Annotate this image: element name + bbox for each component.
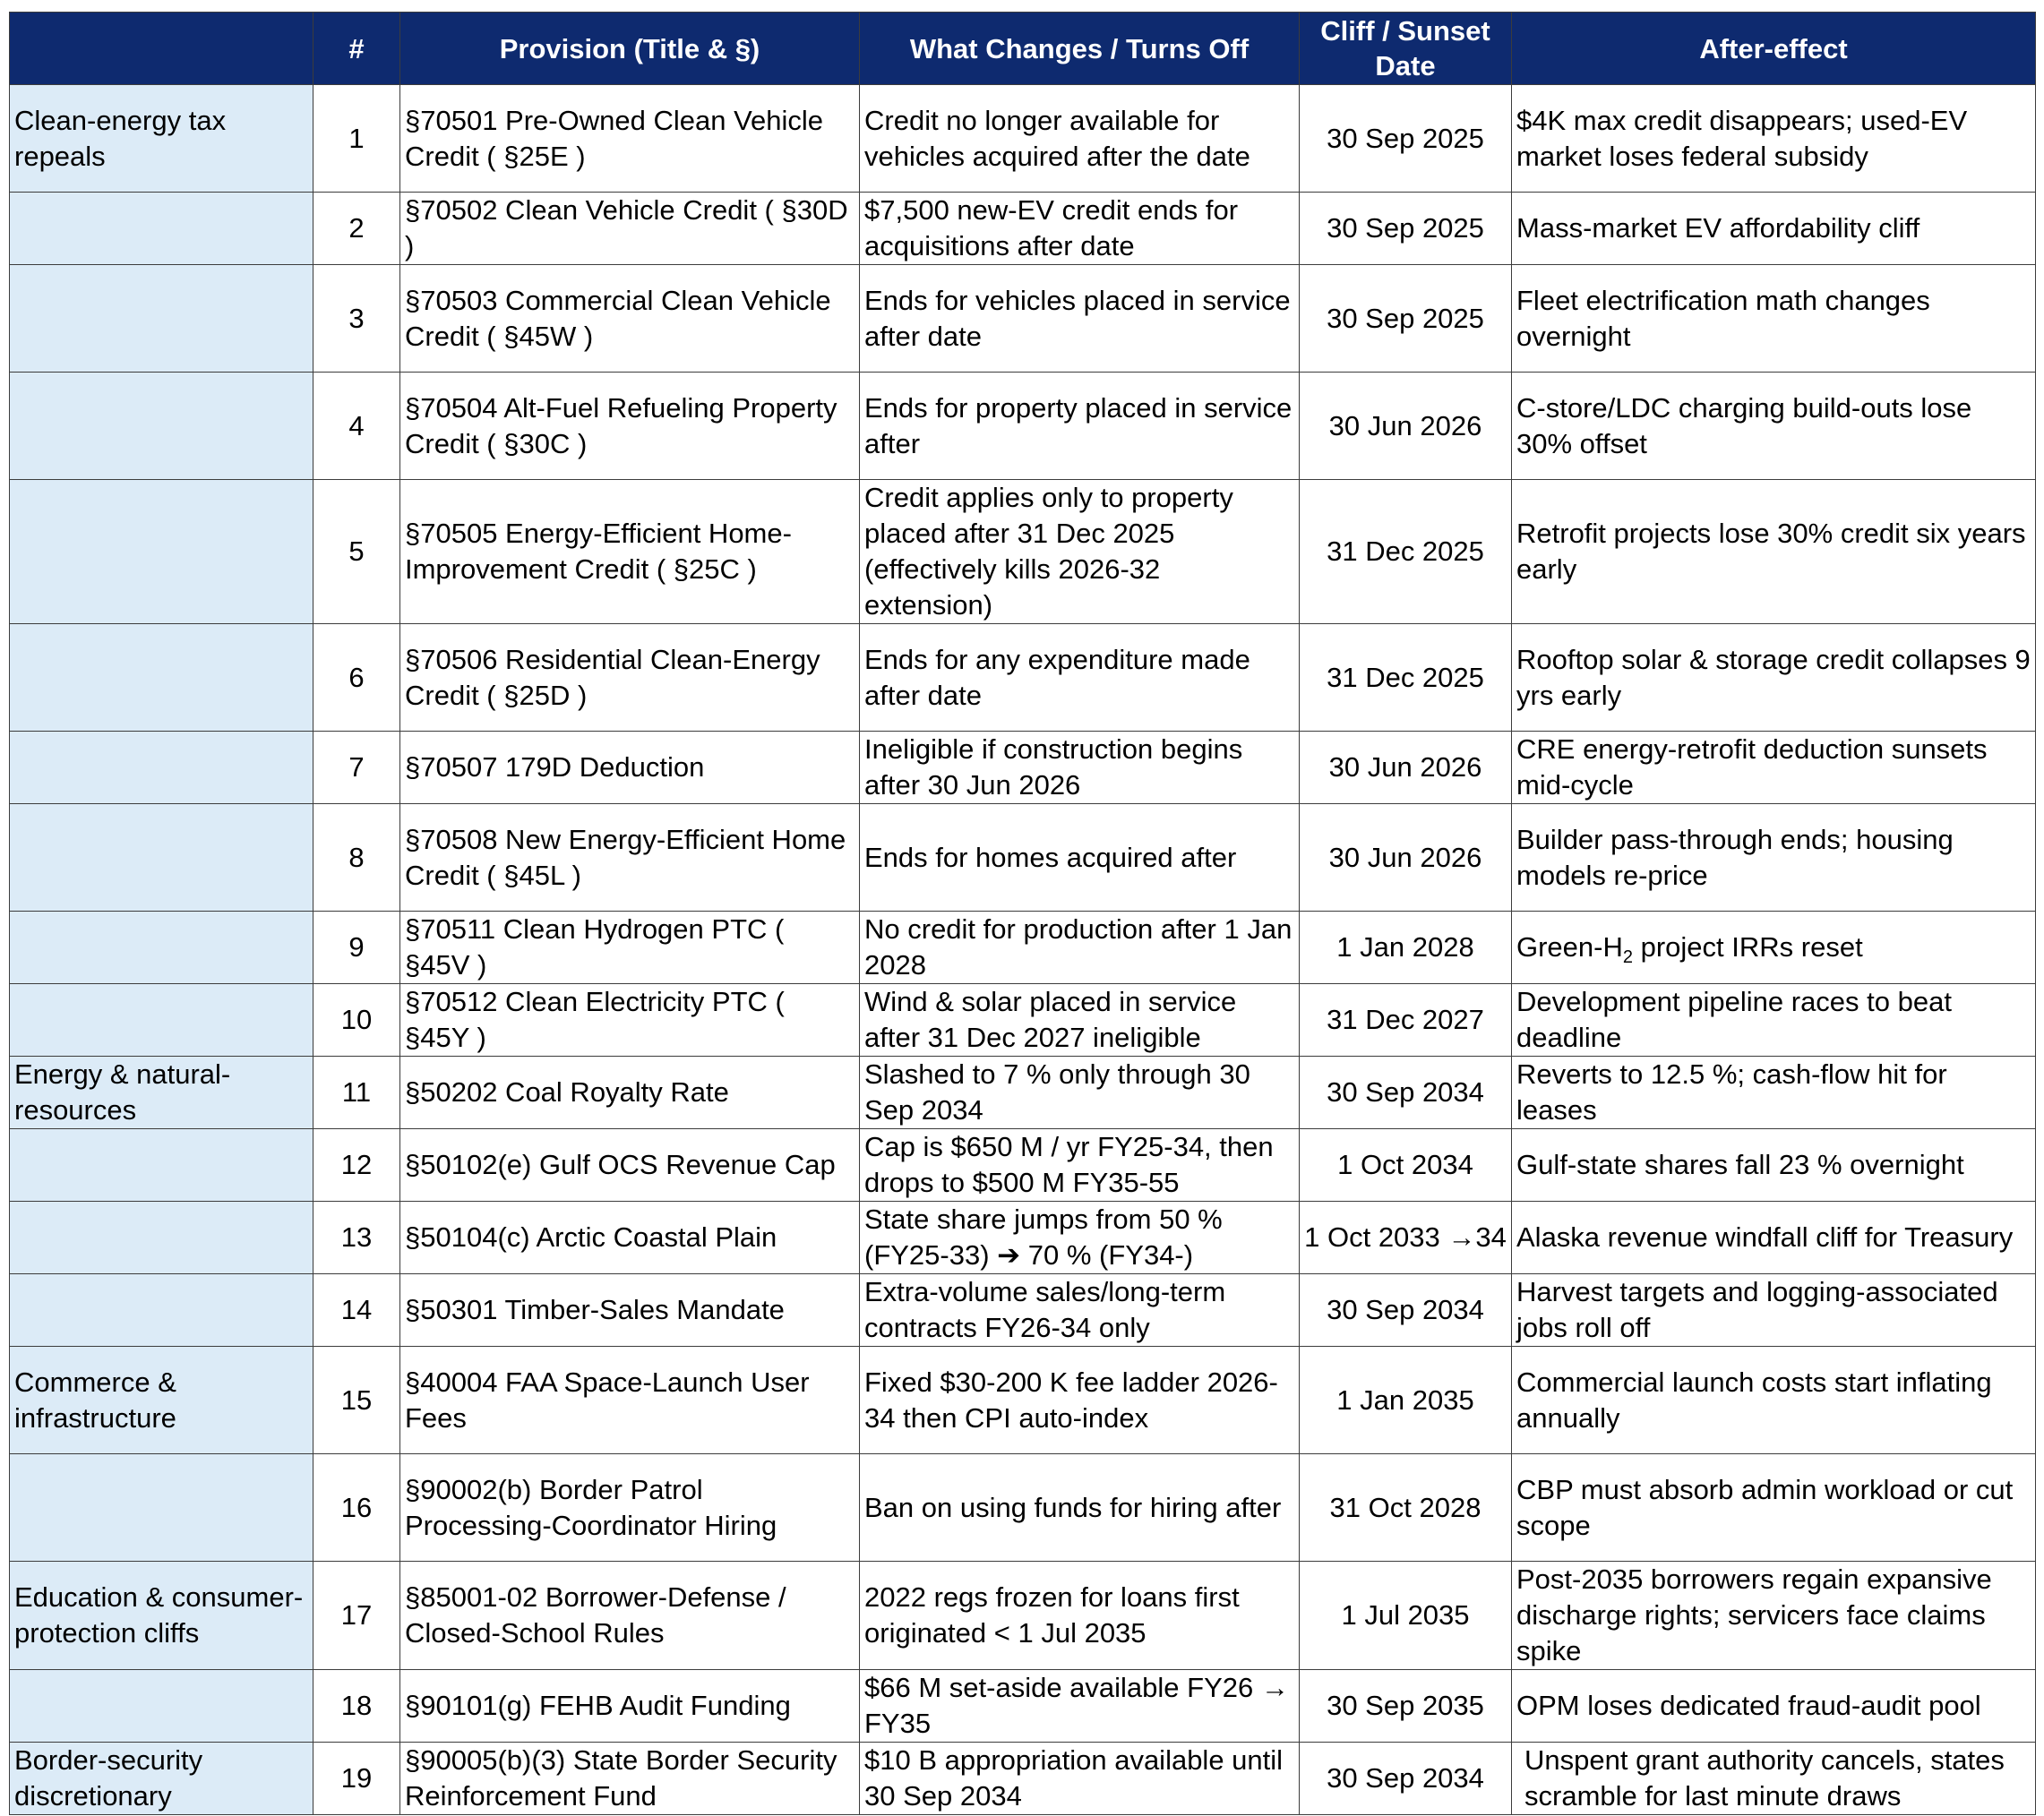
category-cell [10,1129,313,1202]
provision-cell: §50301 Timber-Sales Mandate [400,1274,860,1347]
date-cell: 30 Sep 2034 [1300,1057,1512,1129]
after-effect-cell: CBP must absorb admin workload or cut scope [1512,1454,2036,1562]
change-cell: State share jumps from 50 % (FY25-33) ➔ 70 % (FY34-) [860,1202,1300,1274]
row-number: 19 [313,1743,400,1815]
after-effect-text: Green-H [1516,931,1623,963]
category-cell [10,804,313,912]
change-cell: Cap is $650 M / yr FY25-34, then drops to $500 M FY35-55 [860,1129,1300,1202]
row-number: 6 [313,624,400,732]
table-row [10,1274,2036,1347]
row-number: 13 [313,1202,400,1274]
change-cell: Ends for property placed in service after [860,373,1300,480]
row-number: 8 [313,804,400,912]
provision-cell: §70501 Pre-Owned Clean Vehicle Credit ( §25E ) [400,85,860,193]
header-what-changes: What Changes / Turns Off [860,13,1300,85]
provision-cell: §40004 FAA Space-Launch User Fees [400,1347,860,1454]
subscript-text: 2 [1622,947,1633,968]
date-cell: 1 Oct 2033 →34 [1300,1202,1512,1274]
table-row [10,1743,2036,1815]
row-number: 18 [313,1670,400,1743]
category-cell: Education & consumer-protection cliffs [10,1562,313,1670]
category-cell [10,480,313,624]
change-cell: Wind & solar placed in service after 31 Dec 2027 ineligible [860,984,1300,1057]
table-row [10,984,2036,1057]
date-cell: 31 Dec 2025 [1300,624,1512,732]
change-cell: Credit no longer available for vehicles acquired after the date [860,85,1300,193]
provision-cell: §70511 Clean Hydrogen PTC ( §45V ) [400,912,860,984]
provision-cell: §50102(e) Gulf OCS Revenue Cap [400,1129,860,1202]
category-cell [10,373,313,480]
after-effect-cell: Development pipeline races to beat deadline [1512,984,2036,1057]
table-row [10,732,2036,804]
date-cell: 31 Oct 2028 [1300,1454,1512,1562]
date-cell: 30 Sep 2025 [1300,85,1512,193]
after-effect-cell: Unspent grant authority cancels, states scramble for last minute draws [1512,1743,2036,1815]
provision-cell: §85001-02 Borrower-Defense / Closed-School Rules [400,1562,860,1670]
date-cell: 30 Sep 2025 [1300,193,1512,265]
category-cell [10,1274,313,1347]
row-number: 17 [313,1562,400,1670]
category-cell [10,1670,313,1743]
category-cell [10,1454,313,1562]
after-effect-cell: OPM loses dedicated fraud-audit pool [1512,1670,2036,1743]
row-number: 15 [313,1347,400,1454]
row-number: 11 [313,1057,400,1129]
header-number: # [313,13,400,85]
change-cell: Fixed $30-200 K fee ladder 2026-34 then CPI auto-index [860,1347,1300,1454]
category-cell: Energy & natural-resources [10,1057,313,1129]
change-cell: 2022 regs frozen for loans first originated < 1 Jul 2035 [860,1562,1300,1670]
header-provision: Provision (Title & §) [400,13,860,85]
provision-cell: §70505 Energy-Efficient Home-Improvement Credit ( §25C ) [400,480,860,624]
provision-cell: §50202 Coal Royalty Rate [400,1057,860,1129]
row-number: 4 [313,373,400,480]
after-effect-cell: Fleet electrification math changes overnight [1512,265,2036,373]
category-cell: Border-security discretionary [10,1743,313,1815]
date-cell: 1 Jul 2035 [1300,1562,1512,1670]
date-cell: 1 Oct 2034 [1300,1129,1512,1202]
table-row [10,1347,2036,1454]
date-cell: 30 Jun 2026 [1300,804,1512,912]
after-effect-cell: Gulf-state shares fall 23 % overnight [1512,1129,2036,1202]
provision-cell: §70506 Residential Clean-Energy Credit ( §25D ) [400,624,860,732]
table-row [10,193,2036,265]
category-cell [10,193,313,265]
table-row [10,1670,2036,1743]
after-effect-cell: CRE energy-retrofit deduction sunsets mid-cycle [1512,732,2036,804]
date-cell: 30 Sep 2035 [1300,1670,1512,1743]
category-cell [10,912,313,984]
change-cell: Slashed to 7 % only through 30 Sep 2034 [860,1057,1300,1129]
change-cell: Ends for vehicles placed in service after date [860,265,1300,373]
provisions-table-container [9,12,2036,1815]
table-row [10,804,2036,912]
after-effect-cell: Harvest targets and logging-associated jobs roll off [1512,1274,2036,1347]
row-number: 14 [313,1274,400,1347]
table-row [10,1562,2036,1670]
table-row [10,85,2036,193]
after-effect-text: project IRRs reset [1633,931,1863,963]
change-cell: Credit applies only to property placed after 31 Dec 2025 (effectively kills 2026-32 extension) [860,480,1300,624]
provisions-table [9,12,2036,1815]
date-cell: 30 Sep 2034 [1300,1743,1512,1815]
row-number: 5 [313,480,400,624]
provision-cell: §90002(b) Border Patrol Processing-Coordinator Hiring [400,1454,860,1562]
after-effect-cell: Reverts to 12.5 %; cash-flow hit for leases [1512,1057,2036,1129]
row-number: 7 [313,732,400,804]
provision-cell: §70504 Alt-Fuel Refueling Property Credit ( §30C ) [400,373,860,480]
change-cell: Ineligible if construction begins after 30 Jun 2026 [860,732,1300,804]
after-effect-cell: Rooftop solar & storage credit collapses 9 yrs early [1512,624,2036,732]
date-cell: 30 Sep 2034 [1300,1274,1512,1347]
after-effect-cell: Builder pass-through ends; housing models re-price [1512,804,2036,912]
header-after-effect: After-effect [1512,13,2036,85]
date-cell: 30 Sep 2025 [1300,265,1512,373]
row-number: 9 [313,912,400,984]
change-cell: $7,500 new-EV credit ends for acquisitions after date [860,193,1300,265]
after-effect-cell: $4K max credit disappears; used-EV market loses federal subsidy [1512,85,2036,193]
row-number: 1 [313,85,400,193]
table-row [10,624,2036,732]
change-cell: Ends for homes acquired after [860,804,1300,912]
row-number: 12 [313,1129,400,1202]
after-effect-cell: Alaska revenue windfall cliff for Treasury [1512,1202,2036,1274]
header-category [10,13,313,85]
provision-cell: §70503 Commercial Clean Vehicle Credit ( §45W ) [400,265,860,373]
table-row [10,373,2036,480]
change-cell: $66 M set-aside available FY26 → FY35 [860,1670,1300,1743]
category-cell [10,984,313,1057]
table-row [10,912,2036,984]
category-cell [10,624,313,732]
table-row [10,1129,2036,1202]
header-row [10,13,2036,85]
after-effect-cell: Commercial launch costs start inflating annually [1512,1347,2036,1454]
after-effect-cell [1512,912,2036,984]
date-cell: 1 Jan 2035 [1300,1347,1512,1454]
row-number: 10 [313,984,400,1057]
category-cell: Commerce & infrastructure [10,1347,313,1454]
provision-cell: §70508 New Energy-Efficient Home Credit ( §45L ) [400,804,860,912]
change-cell: $10 B appropriation available until 30 Sep 2034 [860,1743,1300,1815]
row-number: 3 [313,265,400,373]
table-row [10,1057,2036,1129]
date-cell: 31 Dec 2027 [1300,984,1512,1057]
row-number: 16 [313,1454,400,1562]
provision-cell: §50104(c) Arctic Coastal Plain [400,1202,860,1274]
row-number: 2 [313,193,400,265]
change-cell: Extra-volume sales/long-term contracts FY26-34 only [860,1274,1300,1347]
change-cell: Ends for any expenditure made after date [860,624,1300,732]
table-row [10,1454,2036,1562]
date-cell: 31 Dec 2025 [1300,480,1512,624]
category-cell [10,732,313,804]
header-cliff-date: Cliff / Sunset Date [1300,13,1512,85]
category-cell [10,265,313,373]
category-cell [10,1202,313,1274]
change-cell: Ban on using funds for hiring after [860,1454,1300,1562]
provision-cell: §70512 Clean Electricity PTC ( §45Y ) [400,984,860,1057]
category-cell: Clean-energy tax repeals [10,85,313,193]
table-row [10,1202,2036,1274]
provision-cell: §70502 Clean Vehicle Credit ( §30D ) [400,193,860,265]
provision-cell: §90005(b)(3) State Border Security Reinforcement Fund [400,1743,860,1815]
after-effect-cell: Mass-market EV affordability cliff [1512,193,2036,265]
provision-cell: §70507 179D Deduction [400,732,860,804]
change-cell: No credit for production after 1 Jan 2028 [860,912,1300,984]
provision-cell: §90101(g) FEHB Audit Funding [400,1670,860,1743]
after-effect-cell: Post-2035 borrowers regain expansive discharge rights; servicers face claims spike [1512,1562,2036,1670]
table-row [10,265,2036,373]
date-cell: 30 Jun 2026 [1300,373,1512,480]
date-cell: 1 Jan 2028 [1300,912,1512,984]
table-row [10,480,2036,624]
after-effect-cell: Retrofit projects lose 30% credit six years early [1512,480,2036,624]
after-effect-cell: C-store/LDC charging build-outs lose 30% offset [1512,373,2036,480]
date-cell: 30 Jun 2026 [1300,732,1512,804]
